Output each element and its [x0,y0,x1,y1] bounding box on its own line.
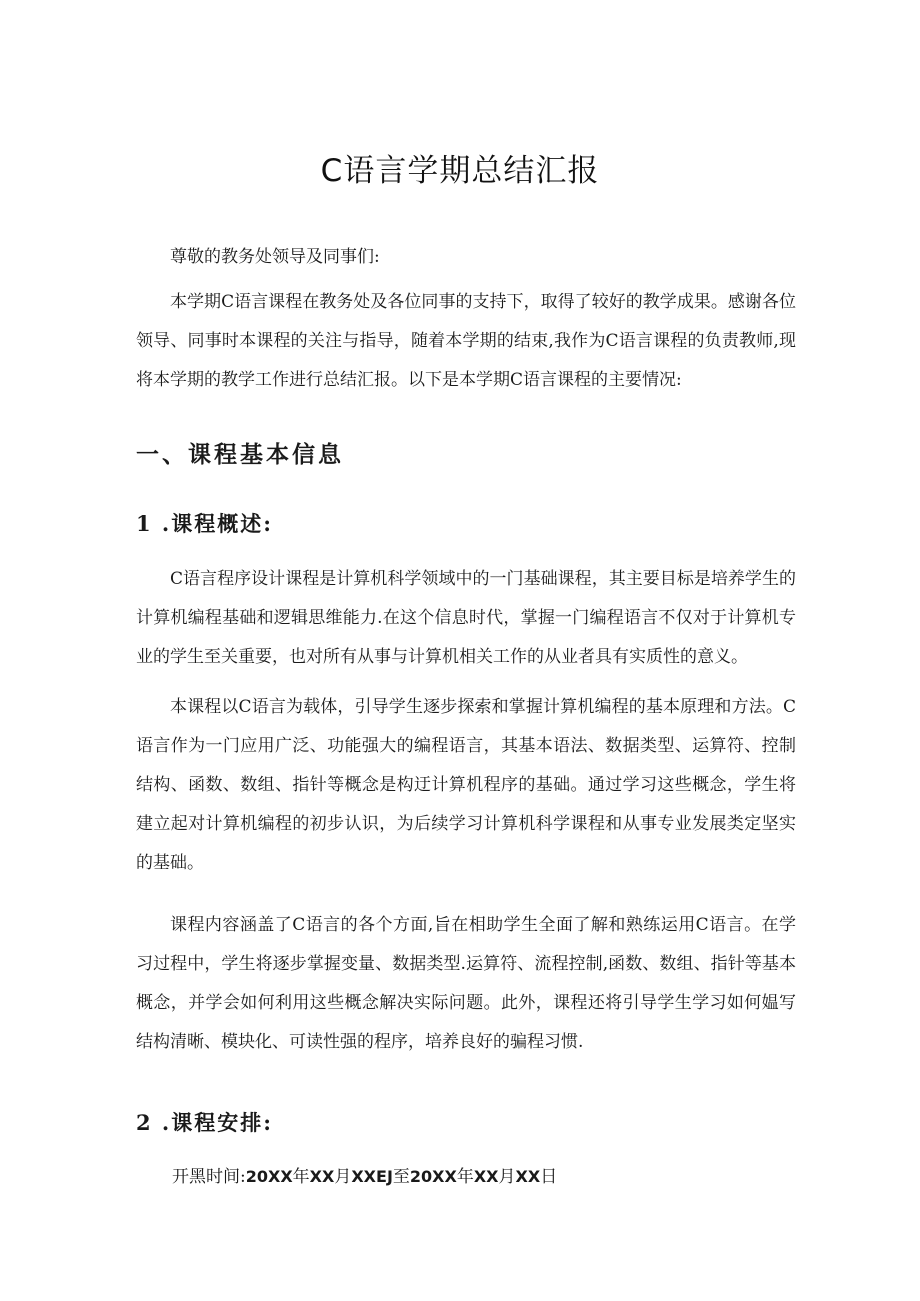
schedule-value: 20XX [245,1167,293,1186]
schedule-unit: 月 [498,1167,516,1187]
schedule-value: XX [309,1167,335,1186]
schedule-value: XX [515,1167,541,1186]
schedule-line [172,1160,557,1194]
salutation: 尊敬的教务处领导及同事们: [170,247,380,267]
overview-paragraph-3: 课程内容涵盖了C语言的各个方面,旨在相助学生全面了解和熟练运用C语言。在学习过程中，学生将逐步掌握变量、数据类型.运算符、流程控制,函数、数组、指针等基本概念，并学会如何利用这些概念解决实际问题。此外，课程还将引导学生学习如何媪写结构清晰、模块化、可读性强的程序，培养良好的骗程习惯. [136,915,796,1052]
schedule-unit: 年 [292,1167,310,1187]
section-heading-1: 一、课程基本信息 [136,441,344,468]
schedule-unit: 日 [540,1167,558,1187]
overview-paragraph-2: 本课程以C语言为载体，引导学生逐步探索和掌握计算机编程的基本原理和方法。C语言作为一门应用广泛、功能强大的编程语言，其基本语法、数据类型、运算符、控制结构、函数、数组、指针等概念是构迂计算机程序的基础。通过学习这些概念，学生将建立起对计算机编程的初步认识，为后续学习计算机科学课程和从事专业发展类定坚实的基础。 [136,697,796,873]
intro-paragraph: 本学期C语言课程在教务处及各位同事的支持下，取得了较好的教学成果。感谢各位领导、同事时本课程的关注与指导，随着本学期的结束,我作为C语言课程的负责教师,现将本学期的教学工作进行总结汇报。以下是本学期C语言课程的主要情况: [136,292,796,390]
schedule-unit: 月 [334,1167,352,1187]
schedule-unit: 年 [456,1167,474,1187]
subsection-heading-overview: 1 .课程概述: [136,511,273,536]
overview-paragraph-1: C语言程序设计课程是计算机科学领域中的一门基础课程，其主要目标是培养学生的计算机编程基础和逻辑思维能力.在这个信息时代，掌握一门编程语言不仅对于计算机专业的学生至关重要，也对所有从事与计算机相关工作的从业者具有实质性的意义。 [136,569,796,667]
subsection-heading-schedule: 2 .课程安排: [136,1110,273,1135]
schedule-label: 开黑时间: [172,1167,246,1187]
schedule-value: 20XX [409,1167,457,1186]
schedule-value: XXEJ [351,1167,393,1186]
schedule-unit: 至 [392,1167,410,1187]
page-title: C语言学期总结汇报 [320,153,600,189]
schedule-value: XX [473,1167,499,1186]
